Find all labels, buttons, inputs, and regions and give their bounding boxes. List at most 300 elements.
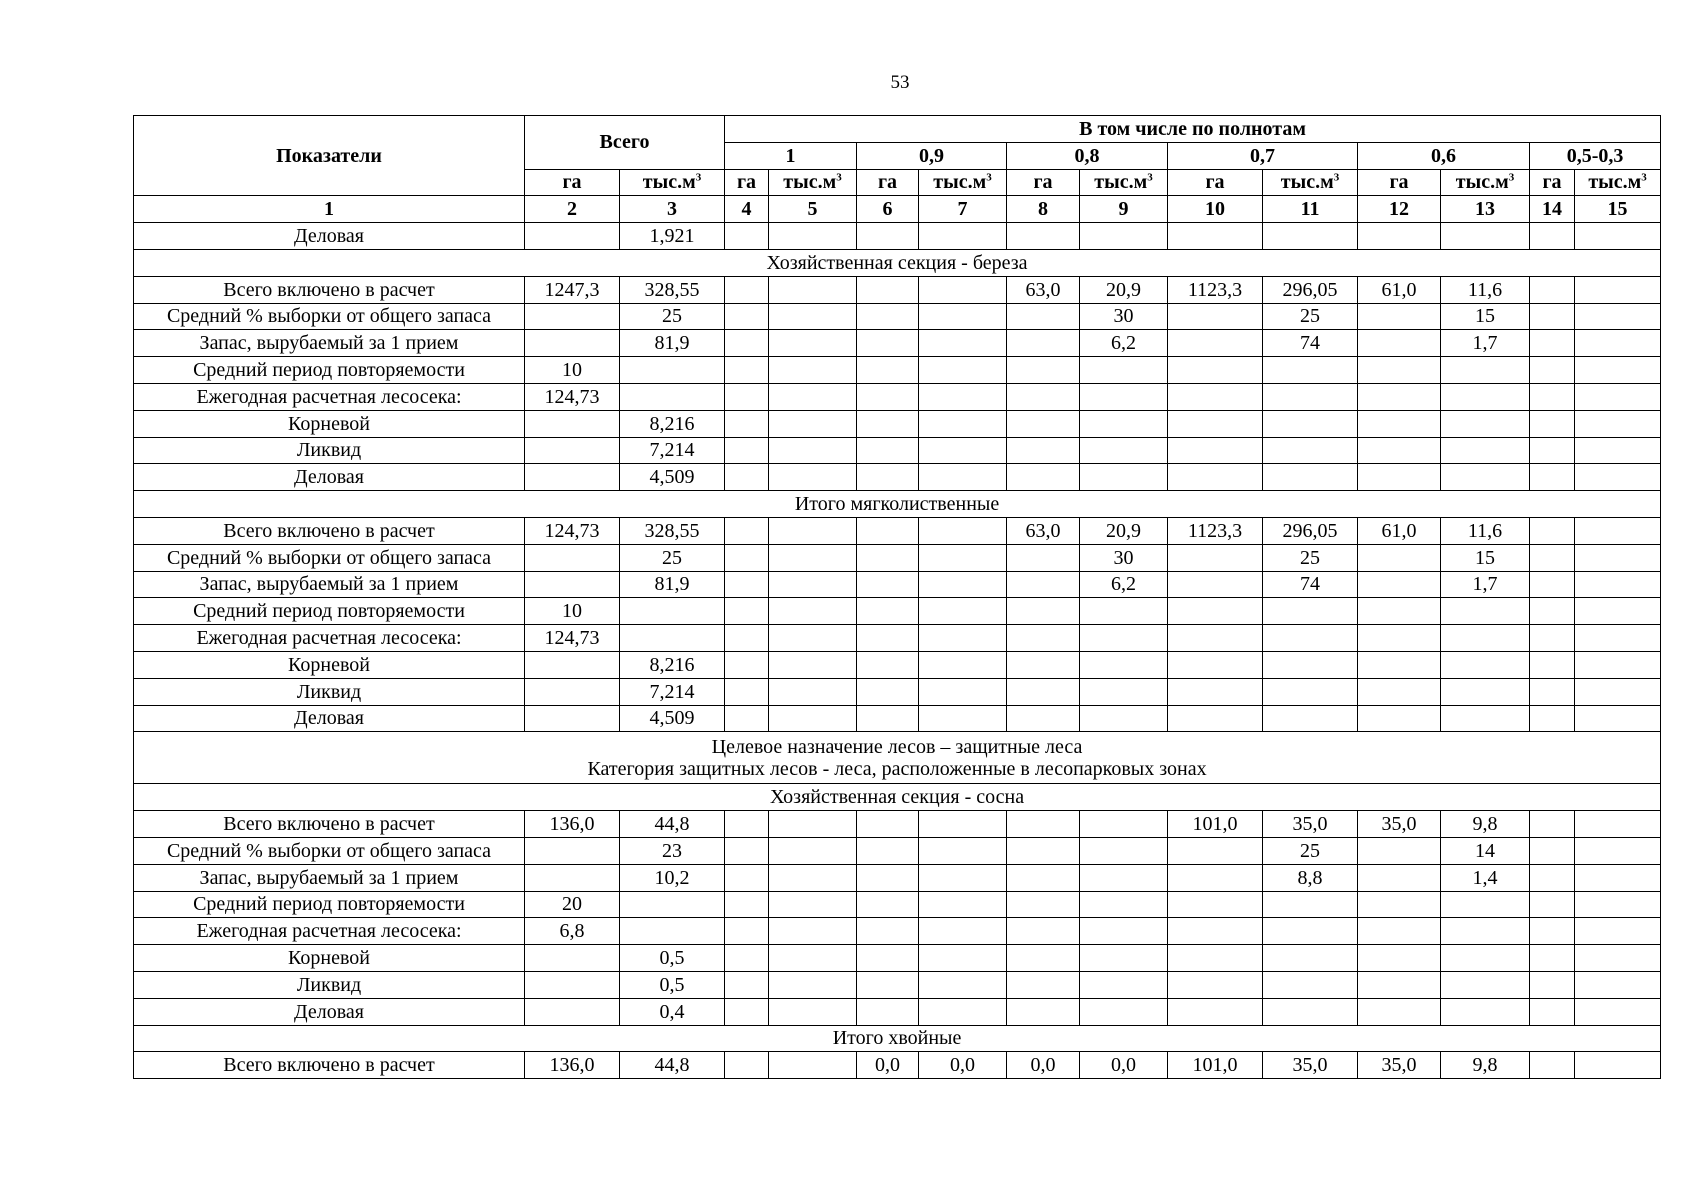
row-label: Корневой — [134, 651, 525, 678]
table-cell — [1441, 410, 1530, 437]
table-cell — [1530, 598, 1575, 625]
table-cell: 101,0 — [1168, 811, 1263, 838]
table-cell — [857, 330, 919, 357]
table-cell — [1007, 571, 1080, 598]
header-column-number: 6 — [857, 196, 919, 223]
table-cell: 30 — [1080, 544, 1168, 571]
section-heading-row — [134, 732, 1661, 784]
table-cell — [1007, 971, 1080, 998]
section-heading-row — [134, 784, 1661, 811]
table-cell — [1168, 625, 1263, 652]
table-cell — [1575, 223, 1661, 250]
table-cell — [1358, 971, 1441, 998]
table-cell — [725, 598, 769, 625]
row-label: Корневой — [134, 945, 525, 972]
table-cell: 35,0 — [1358, 1052, 1441, 1079]
table-cell — [725, 544, 769, 571]
table-cell — [1530, 357, 1575, 384]
table-cell — [1575, 971, 1661, 998]
table-cell: 8,8 — [1263, 864, 1358, 891]
table-cell: 10,2 — [620, 864, 725, 891]
table-cell — [725, 811, 769, 838]
table-cell — [1530, 437, 1575, 464]
table-row — [134, 971, 1661, 998]
table-cell — [1358, 998, 1441, 1025]
table-cell — [857, 571, 919, 598]
table-cell — [525, 303, 620, 330]
header-column-number: 1 — [134, 196, 525, 223]
table-cell — [1007, 918, 1080, 945]
table-cell — [1530, 837, 1575, 864]
table-cell — [919, 811, 1007, 838]
table-cell — [769, 598, 857, 625]
table-cell — [1007, 864, 1080, 891]
table-cell — [1441, 625, 1530, 652]
table-cell — [857, 705, 919, 732]
table-cell — [1358, 598, 1441, 625]
table-cell — [1530, 383, 1575, 410]
table-cell: 20,9 — [1080, 517, 1168, 544]
table-cell — [1263, 651, 1358, 678]
header-density-0: 1 — [725, 142, 857, 169]
table-cell — [769, 918, 857, 945]
table-cell — [919, 410, 1007, 437]
table-cell — [769, 303, 857, 330]
table-cell — [769, 998, 857, 1025]
table-cell — [919, 598, 1007, 625]
table-cell: 1,7 — [1441, 330, 1530, 357]
table-row — [134, 918, 1661, 945]
table-cell — [1358, 544, 1441, 571]
table-cell — [1441, 705, 1530, 732]
table-cell — [1263, 357, 1358, 384]
table-cell: 0,5 — [620, 945, 725, 972]
table-cell — [769, 571, 857, 598]
row-label: Средний % выборки от общего запаса — [134, 837, 525, 864]
table-cell — [857, 678, 919, 705]
table-row — [134, 410, 1661, 437]
table-cell — [857, 437, 919, 464]
table-cell — [1007, 811, 1080, 838]
table-cell — [725, 517, 769, 544]
table-cell — [1530, 571, 1575, 598]
header-column-number: 3 — [620, 196, 725, 223]
table-cell: 63,0 — [1007, 276, 1080, 303]
table-cell — [725, 303, 769, 330]
section-heading: Хозяйственная секция - береза — [134, 249, 1661, 276]
table-cell — [1263, 971, 1358, 998]
table-cell — [1575, 517, 1661, 544]
table-cell — [857, 383, 919, 410]
section-heading — [134, 732, 1661, 784]
table-cell — [919, 705, 1007, 732]
table-cell — [1263, 705, 1358, 732]
table-cell — [525, 571, 620, 598]
table-cell — [1080, 945, 1168, 972]
table-cell — [1168, 918, 1263, 945]
row-label: Ликвид — [134, 971, 525, 998]
table-cell — [1358, 437, 1441, 464]
table-cell — [1080, 837, 1168, 864]
table-cell — [919, 383, 1007, 410]
table-cell: 0,0 — [1080, 1052, 1168, 1079]
table-cell: 136,0 — [525, 811, 620, 838]
header-unit-ha: га — [525, 169, 620, 196]
table-row — [134, 945, 1661, 972]
table-cell — [725, 357, 769, 384]
table-cell — [919, 437, 1007, 464]
row-label: Ежегодная расчетная лесосека: — [134, 918, 525, 945]
table-cell — [857, 410, 919, 437]
table-cell: 296,05 — [1263, 517, 1358, 544]
table-cell — [919, 918, 1007, 945]
table-row — [134, 998, 1661, 1025]
table-cell: 8,216 — [620, 410, 725, 437]
header-column-number: 10 — [1168, 196, 1263, 223]
table-cell — [1007, 651, 1080, 678]
table-cell — [1168, 998, 1263, 1025]
table-cell — [1080, 998, 1168, 1025]
table-cell: 81,9 — [620, 571, 725, 598]
table-cell — [1530, 811, 1575, 838]
section-heading-row — [134, 249, 1661, 276]
cutting-area-table — [133, 115, 1661, 1079]
table-cell — [525, 678, 620, 705]
table-cell — [1441, 945, 1530, 972]
table-row — [134, 811, 1661, 838]
table-cell — [919, 891, 1007, 918]
table-cell — [769, 945, 857, 972]
table-row — [134, 837, 1661, 864]
table-cell — [1358, 383, 1441, 410]
table-cell — [769, 276, 857, 303]
table-cell: 0,0 — [919, 1052, 1007, 1079]
table-cell: 25 — [620, 544, 725, 571]
table-cell — [725, 918, 769, 945]
table-cell: 15 — [1441, 544, 1530, 571]
table-cell — [725, 971, 769, 998]
table-cell — [919, 864, 1007, 891]
table-cell — [1530, 544, 1575, 571]
table-cell: 4,509 — [620, 705, 725, 732]
table-row — [134, 464, 1661, 491]
header-density-1: 0,9 — [857, 142, 1007, 169]
table-cell — [1575, 410, 1661, 437]
table-cell — [725, 625, 769, 652]
row-label: Средний период повторяемости — [134, 891, 525, 918]
table-cell: 296,05 — [1263, 276, 1358, 303]
table-cell — [769, 678, 857, 705]
table-cell — [1168, 945, 1263, 972]
table-cell — [919, 678, 1007, 705]
table-cell — [620, 918, 725, 945]
table-cell — [857, 945, 919, 972]
table-cell — [525, 330, 620, 357]
table-cell — [919, 544, 1007, 571]
table-cell — [1007, 437, 1080, 464]
table-cell: 7,214 — [620, 678, 725, 705]
table-cell — [1007, 705, 1080, 732]
table-cell: 6,8 — [525, 918, 620, 945]
header-unit-ha: га — [857, 169, 919, 196]
table-cell — [1575, 891, 1661, 918]
table-cell — [1080, 223, 1168, 250]
table-cell — [1575, 330, 1661, 357]
table-row — [134, 303, 1661, 330]
table-cell — [1168, 837, 1263, 864]
table-cell: 1247,3 — [525, 276, 620, 303]
table-cell — [1263, 678, 1358, 705]
table-cell — [1080, 437, 1168, 464]
table-cell — [620, 625, 725, 652]
table-cell — [857, 464, 919, 491]
table-cell: 35,0 — [1263, 1052, 1358, 1079]
table-cell — [1575, 837, 1661, 864]
table-cell — [1441, 383, 1530, 410]
table-cell: 74 — [1263, 330, 1358, 357]
table-cell — [769, 971, 857, 998]
table-cell — [1575, 811, 1661, 838]
table-row — [134, 651, 1661, 678]
table-cell — [857, 303, 919, 330]
section-heading-row — [134, 491, 1661, 518]
table-cell — [620, 383, 725, 410]
table-cell — [1007, 303, 1080, 330]
table-row — [134, 544, 1661, 571]
table-cell — [769, 1052, 857, 1079]
table-cell: 1,921 — [620, 223, 725, 250]
header-column-number: 13 — [1441, 196, 1530, 223]
table-cell — [769, 891, 857, 918]
table-cell — [1530, 678, 1575, 705]
table-cell — [525, 410, 620, 437]
table-cell — [1441, 891, 1530, 918]
table-cell — [769, 223, 857, 250]
table-cell: 0,0 — [1007, 1052, 1080, 1079]
table-cell — [1168, 223, 1263, 250]
table-cell — [1263, 998, 1358, 1025]
row-label: Средний % выборки от общего запаса — [134, 544, 525, 571]
table-cell — [1007, 330, 1080, 357]
table-cell — [725, 383, 769, 410]
header-indicators: Показатели — [134, 116, 525, 196]
table-cell — [1263, 918, 1358, 945]
table-cell — [1168, 383, 1263, 410]
section-heading: Итого хвойные — [134, 1025, 1661, 1052]
table-cell: 0,5 — [620, 971, 725, 998]
table-cell — [1263, 945, 1358, 972]
table-cell — [1530, 303, 1575, 330]
table-cell — [1168, 464, 1263, 491]
table-row — [134, 357, 1661, 384]
table-cell — [1358, 891, 1441, 918]
table-cell — [1530, 517, 1575, 544]
header-density-4: 0,6 — [1358, 142, 1530, 169]
table-row — [134, 517, 1661, 544]
table-cell — [857, 918, 919, 945]
table-cell — [525, 864, 620, 891]
table-row — [134, 678, 1661, 705]
row-label: Средний % выборки от общего запаса — [134, 303, 525, 330]
table-cell — [1575, 357, 1661, 384]
table-cell — [1575, 998, 1661, 1025]
table-cell: 124,73 — [525, 517, 620, 544]
table-cell — [725, 223, 769, 250]
table-cell — [620, 598, 725, 625]
table-cell: 25 — [1263, 303, 1358, 330]
table-cell — [725, 705, 769, 732]
table-cell — [725, 945, 769, 972]
table-cell — [769, 330, 857, 357]
table-cell — [1575, 651, 1661, 678]
table-cell — [857, 891, 919, 918]
table-cell — [1007, 945, 1080, 972]
row-label: Всего включено в расчет — [134, 276, 525, 303]
table-cell — [725, 276, 769, 303]
table-cell — [1575, 571, 1661, 598]
table-cell — [857, 971, 919, 998]
table-cell — [857, 598, 919, 625]
table-cell — [857, 837, 919, 864]
table-cell — [1168, 303, 1263, 330]
table-cell — [1168, 410, 1263, 437]
table-cell — [857, 544, 919, 571]
header-unit-volume: $тыс.м^3$ — [1575, 169, 1661, 196]
table-cell — [1007, 598, 1080, 625]
table-cell — [919, 276, 1007, 303]
header-unit-volume: $тыс.м^3$ — [769, 169, 857, 196]
table-cell — [1080, 811, 1168, 838]
table-cell — [919, 357, 1007, 384]
table-cell — [919, 837, 1007, 864]
table-cell — [725, 998, 769, 1025]
table-cell: 14 — [1441, 837, 1530, 864]
table-cell — [857, 276, 919, 303]
table-cell — [1168, 357, 1263, 384]
header-unit-volume: $тыс.м^3$ — [620, 169, 725, 196]
table-cell — [725, 330, 769, 357]
header-unit-volume: $тыс.м^3$ — [1263, 169, 1358, 196]
table-cell: 35,0 — [1263, 811, 1358, 838]
header-unit-volume: $тыс.м^3$ — [1441, 169, 1530, 196]
table-cell — [1080, 410, 1168, 437]
table-cell — [769, 437, 857, 464]
table-cell — [1263, 625, 1358, 652]
table-cell — [1441, 357, 1530, 384]
row-label: Деловая — [134, 464, 525, 491]
table-cell — [1080, 918, 1168, 945]
table-cell — [1007, 464, 1080, 491]
table-cell — [919, 625, 1007, 652]
table-cell — [1263, 598, 1358, 625]
table-cell — [1441, 223, 1530, 250]
table-cell — [525, 945, 620, 972]
table-row — [134, 437, 1661, 464]
table-cell — [1080, 891, 1168, 918]
table-cell — [1263, 410, 1358, 437]
table-row — [134, 330, 1661, 357]
table-cell — [1358, 918, 1441, 945]
table-cell — [1358, 330, 1441, 357]
header-total: Всего — [525, 116, 725, 170]
row-label: Запас, вырубаемый за 1 прием — [134, 330, 525, 357]
table-cell — [1080, 651, 1168, 678]
table-cell — [1080, 383, 1168, 410]
table-cell — [1575, 437, 1661, 464]
table-cell — [525, 544, 620, 571]
table-cell — [1007, 837, 1080, 864]
table-cell — [919, 998, 1007, 1025]
table-cell — [1168, 971, 1263, 998]
table-cell — [1007, 410, 1080, 437]
table-cell: 74 — [1263, 571, 1358, 598]
table-cell — [525, 223, 620, 250]
table-cell — [1168, 544, 1263, 571]
header-density-5: 0,5-0,3 — [1530, 142, 1661, 169]
table-cell: 1,7 — [1441, 571, 1530, 598]
table-cell — [1575, 1052, 1661, 1079]
table-cell — [1358, 864, 1441, 891]
table-cell — [769, 625, 857, 652]
table-cell — [725, 651, 769, 678]
table-row — [134, 383, 1661, 410]
table-cell — [919, 223, 1007, 250]
table-cell — [1575, 464, 1661, 491]
table-cell — [1358, 223, 1441, 250]
page-number: 53 — [890, 72, 910, 93]
table-cell — [1358, 945, 1441, 972]
table-cell — [1530, 918, 1575, 945]
table-cell — [1263, 464, 1358, 491]
table-cell — [1358, 705, 1441, 732]
header-unit-volume: $тыс.м^3$ — [919, 169, 1007, 196]
header-unit-ha: га — [1530, 169, 1575, 196]
table-cell: 61,0 — [1358, 276, 1441, 303]
table-cell: 44,8 — [620, 1052, 725, 1079]
table-cell — [1358, 571, 1441, 598]
section-heading-line: Категория защитных лесов - леса, расположенные в лесопарковых зонах — [587, 757, 1207, 780]
header-by-density: В том числе по полнотам — [725, 116, 1661, 143]
table-cell — [1358, 625, 1441, 652]
table-cell — [857, 651, 919, 678]
table-cell — [857, 357, 919, 384]
table-cell — [1007, 544, 1080, 571]
table-cell: 10 — [525, 357, 620, 384]
table-cell — [620, 357, 725, 384]
section-heading-row — [134, 1025, 1661, 1052]
table-cell — [725, 437, 769, 464]
table-cell: 20,9 — [1080, 276, 1168, 303]
table-row — [134, 598, 1661, 625]
table-cell: 8,216 — [620, 651, 725, 678]
table-cell — [620, 891, 725, 918]
header-density-3: 0,7 — [1168, 142, 1358, 169]
table-cell: 124,73 — [525, 383, 620, 410]
table-cell — [1441, 464, 1530, 491]
table-cell — [1530, 971, 1575, 998]
table-cell — [525, 998, 620, 1025]
table-cell — [1441, 998, 1530, 1025]
section-heading: Хозяйственная секция - сосна — [134, 784, 1661, 811]
table-cell — [725, 410, 769, 437]
table-cell: 11,6 — [1441, 276, 1530, 303]
table-cell — [857, 223, 919, 250]
table-cell — [1168, 891, 1263, 918]
table-cell — [1007, 357, 1080, 384]
table-cell — [725, 891, 769, 918]
table-cell: 61,0 — [1358, 517, 1441, 544]
table-cell — [857, 864, 919, 891]
